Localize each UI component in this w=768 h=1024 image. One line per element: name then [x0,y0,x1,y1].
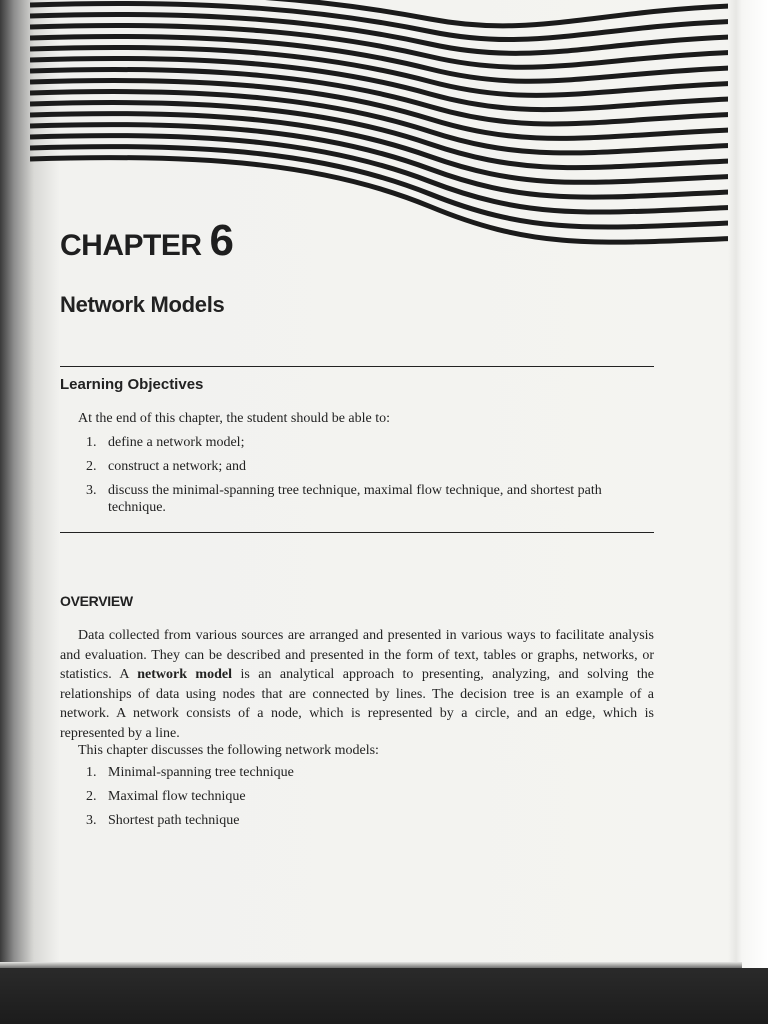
list-number: 2. [86,459,97,474]
overview-heading: OVERVIEW [60,593,133,609]
list-text: Shortest path technique [108,813,240,828]
list-item [86,812,646,829]
chapter-word: CHAPTER [60,229,202,262]
list-text: Minimal-spanning tree technique [108,765,294,780]
list-item [86,788,646,805]
list-item [86,458,646,475]
divider-bottom [60,532,654,533]
list-text: discuss the minimal-spanning tree technique, maximal flow technique, and shortest path technique. [108,483,602,515]
list-number: 1. [86,765,97,780]
learning-objectives-intro: At the end of this chapter, the student should be able to: [78,411,391,426]
list-item [86,482,646,516]
list-text: Maximal flow technique [108,789,246,804]
network-model-term: network model [137,667,232,682]
overview-text-part2: is an analytical approach to presenting, analyzing, and solving the relationships of data using nodes that are connected by lines. The decision tree is an example of a network. A network consists of a node, which is represented by a circle, and an edge, which is represented by a line. [60,667,654,741]
divider-top [60,366,654,367]
chapter-number: 6 [209,216,234,265]
list-item [86,434,646,451]
overview-paragraph [60,626,654,743]
list-text: construct a network; and [108,459,247,474]
chapter-models-intro: This chapter discusses the following network models: [78,743,379,758]
page-edge [728,0,768,968]
chapter-heading [60,216,234,266]
chapter-title: Network Models [60,292,225,317]
overview-text-part1: Data collected from various sources are arranged and presented in various ways to facilitate analysis and evaluation. They can be described and presented in the form of text, tables or graphs, networks, or statistics. A [60,628,654,682]
learning-objectives-heading: Learning Objectives [60,376,204,393]
list-number: 1. [86,435,97,450]
list-text: define a network model; [108,435,245,450]
network-models-list [86,764,646,836]
scan-background [0,968,768,1024]
learning-objectives-list [86,434,646,523]
list-item [86,764,646,781]
list-number: 3. [86,813,97,828]
list-number: 2. [86,789,97,804]
list-number: 3. [86,483,97,498]
